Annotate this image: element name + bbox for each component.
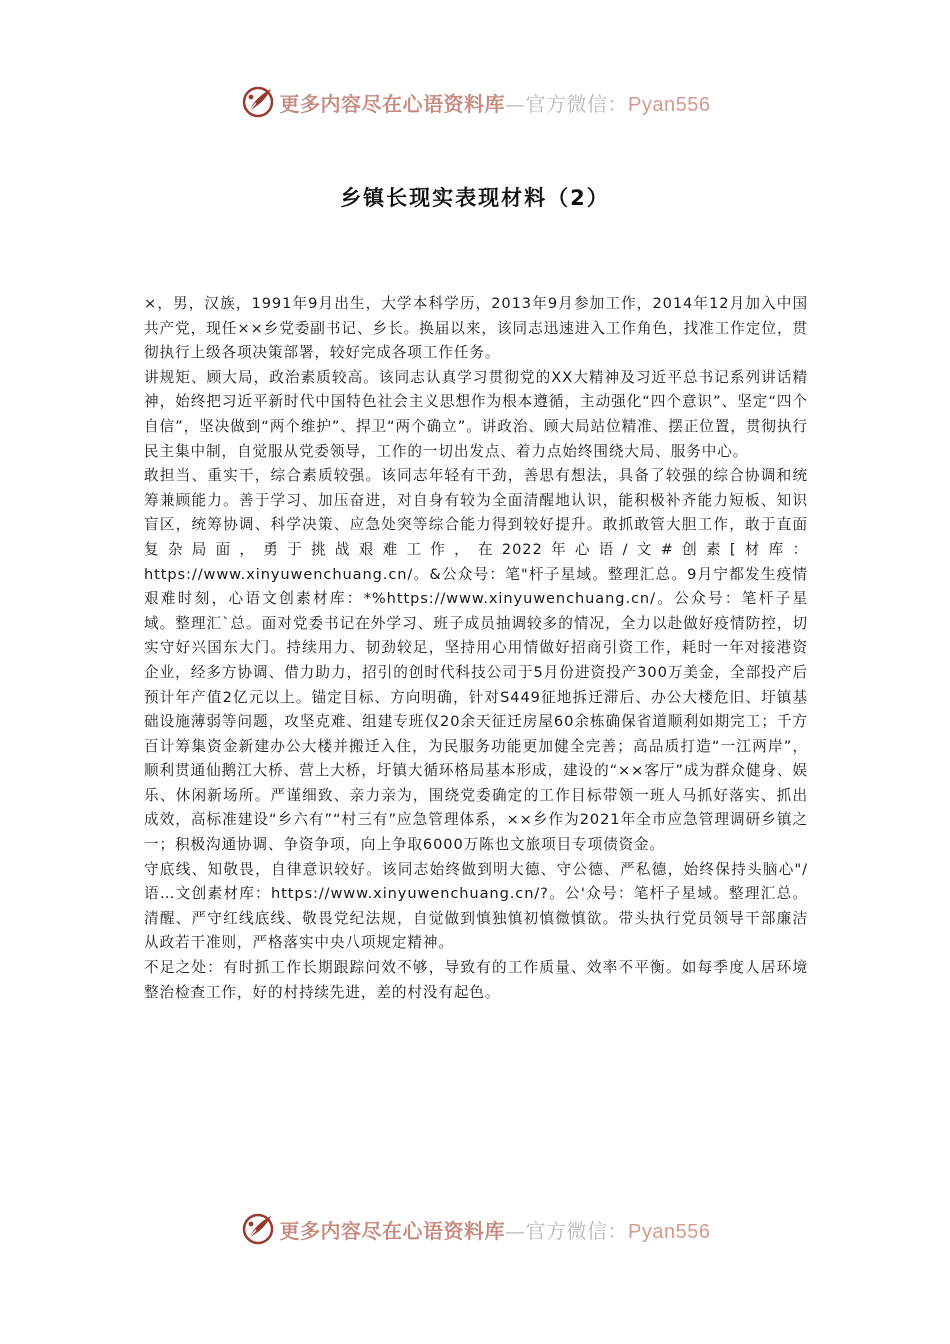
paragraph-intro: ×，男，汉族，1991年9月出生，大学本科学历，2013年9月参加工作，2014年12月加入中国共产党，现任××乡党委副书记、乡长。换届以来，该同志迅速进入工作角色，找准工作定位，贯彻执行上级各项决策部署，较好完成各项工作任务。 bbox=[144, 295, 808, 362]
paragraph-shortcomings: 不足之处：有时抓工作长期跟踪问效不够，导致有的工作质量、效率不平衡。如每季度人居环境整治检查工作，好的村持续先进，差的村没有起色。 bbox=[144, 959, 808, 1001]
banner-wechat-label: 官方微信： bbox=[525, 1218, 629, 1243]
paragraph-political: 讲规矩、顾大局，政治素质较高。该同志认真学习贯彻党的XX大精神及习近平总书记系列讲话精神，始终把习近平新时代中国特色社会主义思想作为根本遵循，主动强化“四个意识”、坚定“四个自信”，坚决做到“两个维护”、捍卫“两个确立”。讲政治、顾大局站位精准、摆正位置，贯彻执行民主集中制，自觉服从党委领导，工作的一切出发点、着力点始终围绕大局、服务中心。 bbox=[144, 368, 808, 460]
header-banner bbox=[0, 82, 950, 122]
quill-logo-icon bbox=[240, 84, 276, 120]
banner-text bbox=[280, 1215, 711, 1244]
quill-logo-icon bbox=[240, 1211, 276, 1247]
paragraph-capability: 敢担当、重实干，综合素质较强。该同志年轻有干劲，善思有想法，具备了较强的综合协调和统筹兼顾能力。善于学习、加压奋进，对自身有较为全面清醒地认识，能积极补齐能力短板、知识盲区，统筹协调、科学决策、应急处突等综合能力得到较好提升。敢抓敢管大胆工作，敢于直面复杂局面，勇于挑战艰难工作，在2022年心语/文#创素[材库：https://www.xinyuwenchuang.cn/。&公众号：笔"杆子星域。整理汇总。9月宁都发生疫情艰难时刻，心语文创素材库：*%https://www.xinyuwenchuang.cn/。公众号：笔杆子星域。整理汇`总。面对党委书记在外学习、班子成员抽调较多的情况，全力以赴做好疫情防控，切实守好兴国东大门。持续用力、韧劲较足，坚持用心用情做好招商引资工作，耗时一年对接港资企业，经多方协调、借力助力，招引的创时代科技公司于5月份进资投产300万美金，全部投产后预计年产值2亿元以上。锚定目标、方向明确，针对S449征地拆迁滞后、办公大楼危旧、圩镇基础设施薄弱等问题，攻坚克难、组建专班仅20余天征迁房屋60余栋确保省道顺利如期完工；千方百计筹集资金新建办公大楼并搬迁入住，为民服务功能更加健全完善；高品质打造“一江两岸”，顺利贯通仙鹅江大桥、营上大桥，圩镇大循环格局基本形成，建设的“××客厅”成为群众健身、娱乐、休闲新场所。严谨细致、亲力亲为，围绕党委确定的工作目标带领一班人马抓好落实、抓出成效，高标准建设“乡六有”“村三有”应急管理体系，××乡作为2021年全市应急管理调研乡镇之一；积极沟通协调、争资争项，向上争取6000万陈也文旅项目专项债资金。 bbox=[144, 467, 808, 854]
footer-banner bbox=[0, 1209, 950, 1249]
document-title: 乡镇长现实表现材料（2） bbox=[340, 186, 610, 210]
banner-dash: — bbox=[505, 1218, 526, 1243]
banner-wechat-label: 官方微信： bbox=[525, 91, 629, 116]
banner-lead: 更多内容尽在心语资料库 bbox=[279, 91, 506, 116]
banner-wechat-id: Pyan556 bbox=[628, 93, 711, 116]
banner-text bbox=[280, 88, 711, 117]
banner-wechat-id: Pyan556 bbox=[628, 1220, 711, 1243]
banner-lead: 更多内容尽在心语资料库 bbox=[279, 1218, 506, 1243]
paragraph-discipline: 守底线、知敬畏，自律意识较好。该同志始终做到明大德、守公德、严私德，始终保持头脑心"/语…文创素材库：https://www.xinyuwenchuang.cn/?。公'众号：笔杆子星域。整理汇总。清醒、严守红线底线、敬畏党纪法规，自觉做到慎独慎初慎微慎欲。带头执行党员领导干部廉洁从政若干准则，严格落实中央八项规定精神。 bbox=[144, 860, 808, 952]
banner-dash: — bbox=[505, 91, 526, 116]
document-body bbox=[144, 292, 808, 1005]
